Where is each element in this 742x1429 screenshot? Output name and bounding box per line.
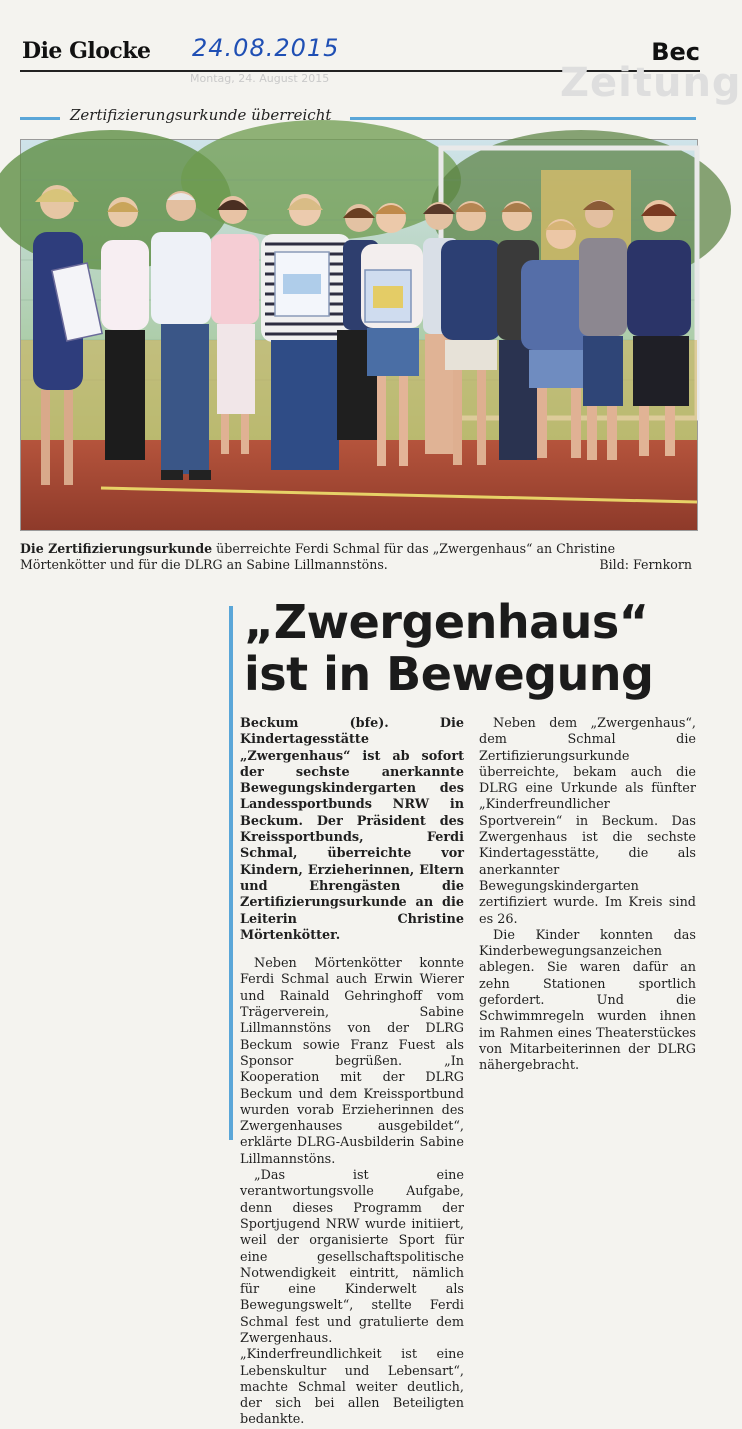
caption-text: überreichte Ferdi Schmal für das „Zwergenhaus“ an Christine Mörtenkötter und für die DLRG an Sabine Lillmannstöns.: [20, 541, 616, 572]
article-column-1: [240, 716, 464, 1428]
article-paragraph: „Das ist eine verantwortungsvolle Aufgabe, denn dieses Programm der Sportjugend NRW wurde initiiert, weil der organisierte Sport für eine gesellschaftspolitische Notwendigkeit eintritt, nämlich für eine Kinderwelt als Bewegungswelt“, stellte Ferdi Schmal fest und gratulierte dem Zwergenhaus. „Kinderfreundlichkeit ist eine Lebenskultur und Lebensart“, machte Schmal weiter deutlich, der sich bei allen Beteiligten bedankte.: [240, 1168, 464, 1428]
group-photo: [20, 139, 698, 531]
headline: [244, 596, 694, 700]
photo-illustration: [21, 140, 697, 530]
headline-line-2: ist in Bewegung: [244, 647, 654, 701]
rubric-rule-left: [20, 117, 60, 120]
article-paragraph: Neben Mörtenkötter konnte Ferdi Schmal auch Erwin Wierer und Rainald Gehringhoff vom Trägerverein, Sabine Lillmannstöns von der DLRG Beckum sowie Franz Fuest als Sponsor begrüßen. „In Kooperation mit der DLRG Beckum und dem Kreissportbund wurden vorab Erzieherinnen des Zwergenhauses ausgebildet“, erklärte DLRG-Ausbilderin Sabine Lillmannstöns.: [240, 956, 464, 1167]
article-paragraph: Neben dem „Zwergenhaus“, dem Schmal die Zertifizierungsurkunde überreichte, bekam auch die DLRG eine Urkunde als fünfter „Kinderfreundlicher Sportverein“ in Beckum. Das Zwergenhaus ist die sechste Kindertagesstätte, die als anerkannter Bewegungskindergarten zertifiziert wurde. Im Kreis sind es 26.: [479, 716, 696, 927]
section-title: Bec: [651, 38, 700, 66]
rubric-rule-right: [350, 117, 696, 120]
photo-credit: Bild: Fernkorn: [599, 557, 692, 572]
article-lead: Beckum (bfe). Die Kindertagesstätte „Zwergenhaus“ ist ab sofort der sechste anerkannte Bewegungskindergarten des Landessportbunds NRW in Beckum. Der Präsident des Kreissportbunds, Ferdi Schmal, überreichte vor Kindern, Erzieherinnen, Eltern und Ehrengästen die Zertifizierungsurkunde an die Leiterin Christine Mörtenkötter.: [240, 716, 464, 943]
article-accent-rule: [229, 606, 233, 1140]
photo-caption: [20, 541, 696, 573]
handwritten-date: 24.08.2015: [192, 34, 340, 62]
article-column-2: [479, 716, 696, 1075]
headline-line-1: „Zwergenhaus“: [244, 595, 649, 649]
ghost-title: Zeitung: [560, 60, 742, 106]
article-paragraph: Die Kinder konnten das Kinderbewegungsanzeichen ablegen. Sie waren dafür an zehn Stationen sportlich gefordert. Und die Schwimmregeln wurden ihnen im Rahmen eines Theaterstückes von Mitarbeiterinnen der DLRG nähergebracht.: [479, 927, 696, 1074]
newspaper-logo: Die Glocke: [22, 38, 151, 64]
caption-lead: Die Zertifizierungsurkunde: [20, 541, 213, 556]
rubric-label: Zertifizierungsurkunde überreicht: [64, 106, 337, 124]
ghost-dateline: Montag, 24. August 2015: [190, 72, 330, 85]
